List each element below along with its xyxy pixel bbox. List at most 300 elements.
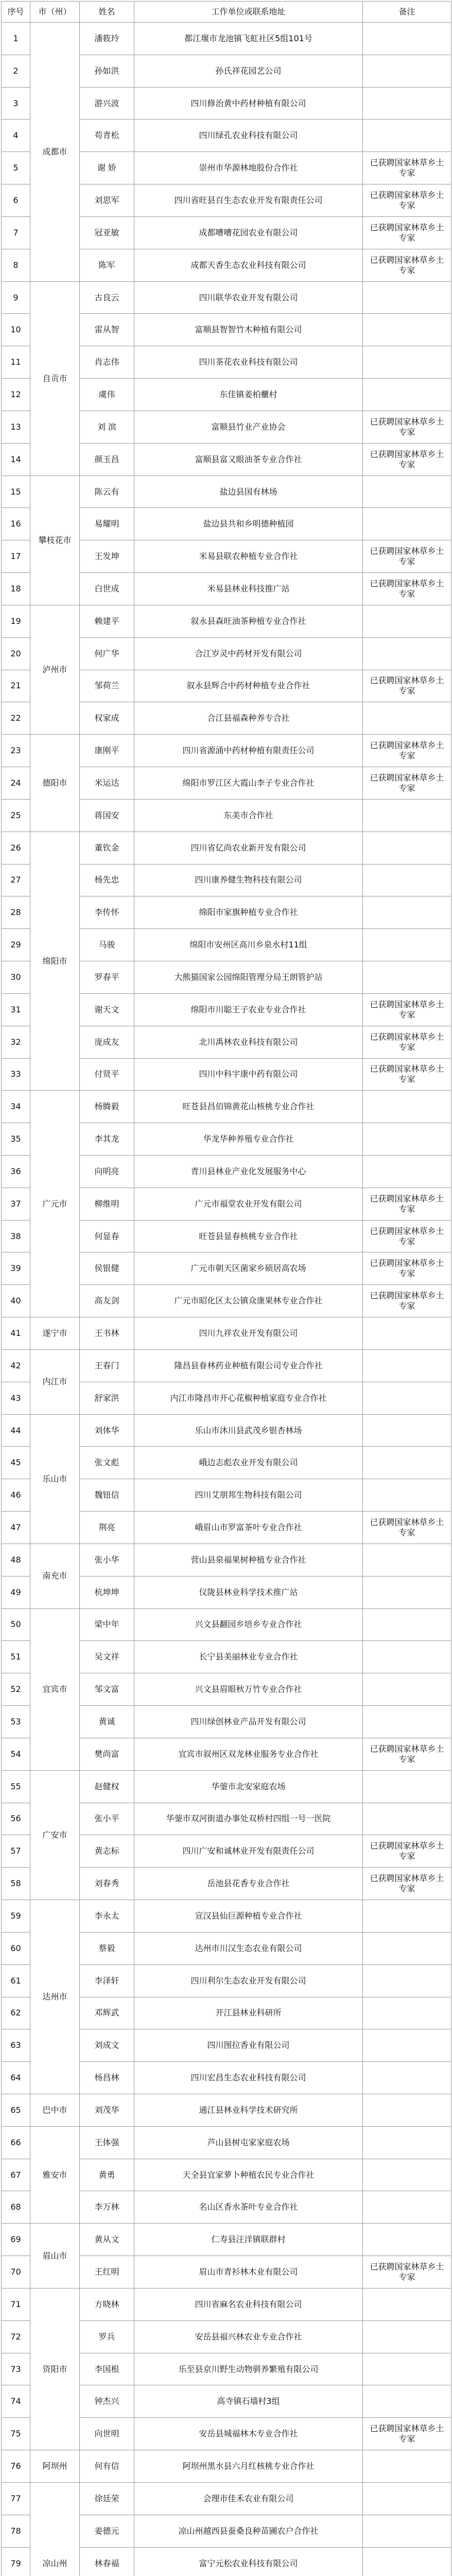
serial-cell: 51 [2, 1641, 30, 1673]
remark-cell [363, 702, 451, 735]
work-unit-cell: 乐山市沐川县武茂乡银杏林场 [134, 1414, 363, 1447]
work-unit-cell: 四川省麻名农业科技有限公司 [134, 2288, 363, 2320]
name-cell: 柳维明 [80, 1188, 134, 1220]
serial-cell: 31 [2, 993, 30, 1026]
name-cell: 徐廷荣 [80, 2482, 134, 2515]
name-cell: 杭坤坤 [80, 1576, 134, 1608]
prefecture-cell: 自贡市 [30, 281, 80, 476]
name-cell: 姜德元 [80, 2515, 134, 2547]
name-cell: 刘思军 [80, 184, 134, 217]
serial-cell: 3 [2, 87, 30, 120]
work-unit-cell: 高寺镇石墙村3组 [134, 2385, 363, 2418]
remark-cell [363, 346, 451, 379]
work-unit-cell: 富顺县富又眼油茶专业合作社 [134, 443, 363, 476]
work-unit-cell: 绵阳市安州区高川乡泉水村11组 [134, 929, 363, 961]
name-cell: 康刚平 [80, 735, 134, 767]
name-cell: 张小华 [80, 1544, 134, 1576]
name-cell: 潘筱玲 [80, 23, 134, 55]
remark-cell [363, 1479, 451, 1512]
remark-cell [363, 1900, 451, 1933]
name-cell: 罗兵 [80, 2320, 134, 2353]
serial-cell: 74 [2, 2385, 30, 2418]
name-cell: 张小平 [80, 1803, 134, 1835]
work-unit-cell: 岳池县花香专业合作社 [134, 1868, 363, 1900]
serial-cell: 60 [2, 1932, 30, 1964]
serial-cell: 24 [2, 767, 30, 800]
name-cell: 李国根 [80, 2353, 134, 2385]
serial-cell: 62 [2, 1997, 30, 2029]
work-unit-cell: 达州市川汉生态农业有限公司 [134, 1932, 363, 1964]
serial-cell: 25 [2, 799, 30, 832]
serial-cell: 58 [2, 1868, 30, 1900]
serial-cell: 42 [2, 1349, 30, 1382]
serial-cell: 39 [2, 1252, 30, 1285]
work-unit-cell: 崇州市华源林地股份合作社 [134, 152, 363, 184]
serial-cell: 67 [2, 2159, 30, 2191]
work-unit-cell: 绵阳市川聪王子农业专业合作社 [134, 993, 363, 1026]
name-cell: 王春门 [80, 1349, 134, 1382]
table-row [2, 2224, 451, 2256]
work-unit-cell: 四川绿创林业产品开发有限公司 [134, 1706, 363, 1738]
serial-cell: 43 [2, 1382, 30, 1414]
name-cell: 游兴波 [80, 87, 134, 120]
work-unit-cell: 四川中科宇康中药有限公司 [134, 1058, 363, 1091]
remark-cell: 已获聘国家林草乡土专家 [363, 2256, 451, 2289]
work-unit-cell: 华蓥市北安家庭农场 [134, 1770, 363, 1803]
remark-cell: 已获聘国家林草乡土专家 [363, 249, 451, 281]
prefecture-cell: 达州市 [30, 1900, 80, 2094]
name-cell: 刘茂华 [80, 2094, 134, 2127]
serial-cell: 17 [2, 540, 30, 573]
serial-cell: 36 [2, 1155, 30, 1188]
table-row [2, 605, 451, 637]
remark-cell [363, 961, 451, 994]
serial-cell: 37 [2, 1188, 30, 1220]
serial-cell: 32 [2, 1026, 30, 1058]
name-cell: 李泽轩 [80, 1964, 134, 1997]
serial-cell: 50 [2, 1608, 30, 1641]
expert-list-table [1, 1, 451, 2576]
remark-cell [363, 1349, 451, 1382]
work-unit-cell: 四川省亿尚农业新开发有限公司 [134, 832, 363, 864]
remark-cell [363, 2126, 451, 2159]
remark-cell [363, 1803, 451, 1835]
remark-cell: 已获聘国家林草乡土专家 [363, 1188, 451, 1220]
serial-cell: 4 [2, 120, 30, 152]
work-unit-cell: 四川康养健生物科技有限公司 [134, 864, 363, 896]
prefecture-cell: 绵阳市 [30, 832, 80, 1091]
remark-cell: 已获聘国家林草乡土专家 [363, 1835, 451, 1868]
work-unit-cell: 四川茶花农业科技有限公司 [134, 346, 363, 379]
header-prefecture: 市（州） [30, 2, 80, 23]
work-unit-cell: 广元市福堂农业开发有限公司 [134, 1188, 363, 1220]
name-cell: 杨先忠 [80, 864, 134, 896]
name-cell: 庞成友 [80, 1026, 134, 1058]
name-cell: 何显春 [80, 1220, 134, 1252]
serial-cell: 78 [2, 2515, 30, 2547]
work-unit-cell: 米易县林业科技推广站 [134, 573, 363, 605]
prefecture-cell: 雅安市 [30, 2126, 80, 2223]
name-cell: 孙如洪 [80, 55, 134, 87]
work-unit-cell: 四川绿孔农业科技有限公司 [134, 120, 363, 152]
work-unit-cell: 盐边县国有林场 [134, 476, 363, 508]
name-cell: 邹文富 [80, 1673, 134, 1706]
name-cell: 董钦金 [80, 832, 134, 864]
table-row [2, 2450, 451, 2483]
serial-cell: 29 [2, 929, 30, 961]
work-unit-cell: 兴文县眉眼秋万竹专业合作社 [134, 1673, 363, 1706]
prefecture-cell: 内江市 [30, 1349, 80, 1414]
remark-cell [363, 2029, 451, 2062]
serial-cell: 55 [2, 1770, 30, 1803]
serial-cell: 22 [2, 702, 30, 735]
header-serial: 序号 [2, 2, 30, 23]
work-unit-cell: 宣汉县仙巨源种植专业合作社 [134, 1900, 363, 1933]
remark-cell [363, 1608, 451, 1641]
name-cell: 权家成 [80, 702, 134, 735]
name-cell: 白世成 [80, 573, 134, 605]
serial-cell: 79 [2, 2547, 30, 2576]
work-unit-cell: 叙永县森旺油茶种植专业合作社 [134, 605, 363, 637]
remark-cell [363, 2385, 451, 2418]
serial-cell: 21 [2, 670, 30, 702]
prefecture-cell: 攀枝花市 [30, 476, 80, 605]
serial-cell: 26 [2, 832, 30, 864]
work-unit-cell: 眉山市青衫林木业有限公司 [134, 2256, 363, 2289]
remark-cell [363, 2191, 451, 2224]
name-cell: 魏钮信 [80, 1479, 134, 1512]
name-cell: 方晓林 [80, 2288, 134, 2320]
name-cell: 易耀明 [80, 508, 134, 540]
remark-cell: 已获聘国家林草乡土专家 [363, 152, 451, 184]
work-unit-cell: 芦山县树屯家家庭农场 [134, 2126, 363, 2159]
work-unit-cell: 仪陇县林业科学技术推广站 [134, 1576, 363, 1608]
work-unit-cell: 四川省旺县百生态农业开发有限责任公司 [134, 184, 363, 217]
serial-cell: 35 [2, 1123, 30, 1156]
table-row [2, 1091, 451, 1123]
work-unit-cell: 阿坝州黑水县六月红核桃专业合作社 [134, 2450, 363, 2483]
work-unit-cell: 大熊猫国家公园绵阳管理分局王朗管护站 [134, 961, 363, 994]
remark-cell [363, 605, 451, 637]
name-cell: 李永太 [80, 1900, 134, 1933]
remark-cell [363, 1123, 451, 1156]
name-cell: 马骏 [80, 929, 134, 961]
table-row [2, 1349, 451, 1382]
prefecture-cell: 巴中市 [30, 2094, 80, 2127]
prefecture-cell: 成都市 [30, 23, 80, 282]
name-cell: 蔡毅 [80, 1932, 134, 1964]
work-unit-cell: 安岳县福兴林农业专业合作社 [134, 2320, 363, 2353]
name-cell: 赖建平 [80, 605, 134, 637]
table-row [2, 1317, 451, 1350]
name-cell: 蒋国安 [80, 799, 134, 832]
remark-cell: 已获聘国家林草乡土专家 [363, 184, 451, 217]
remark-cell [363, 1770, 451, 1803]
serial-cell: 7 [2, 216, 30, 249]
name-cell: 王体强 [80, 2126, 134, 2159]
serial-cell: 6 [2, 184, 30, 217]
serial-cell: 71 [2, 2288, 30, 2320]
prefecture-cell: 资阳市 [30, 2288, 80, 2450]
serial-cell: 41 [2, 1317, 30, 1350]
remark-cell [363, 1155, 451, 1188]
serial-cell: 1 [2, 23, 30, 55]
table-row [2, 2288, 451, 2320]
header-row [2, 2, 451, 23]
name-cell: 黄志标 [80, 1835, 134, 1868]
name-cell: 邓辉武 [80, 1997, 134, 2029]
serial-cell: 19 [2, 605, 30, 637]
work-unit-cell: 盐边县共和乡明德种植园 [134, 508, 363, 540]
serial-cell: 9 [2, 281, 30, 314]
serial-cell: 70 [2, 2256, 30, 2289]
serial-cell: 65 [2, 2094, 30, 2127]
name-cell: 吴文祥 [80, 1641, 134, 1673]
serial-cell: 54 [2, 1738, 30, 1770]
prefecture-cell: 南充市 [30, 1544, 80, 1608]
name-cell: 苟青松 [80, 120, 134, 152]
work-unit-cell: 四川修治黄中药材种植有限公司 [134, 87, 363, 120]
serial-cell: 73 [2, 2353, 30, 2385]
name-cell: 陈云有 [80, 476, 134, 508]
remark-cell [363, 1964, 451, 1997]
name-cell: 邹荷兰 [80, 670, 134, 702]
remark-cell [363, 2288, 451, 2320]
serial-cell: 15 [2, 476, 30, 508]
table-row [2, 1900, 451, 1933]
work-unit-cell: 广元市朝天区菌家乡硕居高农场 [134, 1252, 363, 1285]
prefecture-cell: 德阳市 [30, 735, 80, 832]
header-name: 姓名 [80, 2, 134, 23]
name-cell: 侯银健 [80, 1252, 134, 1285]
table-row [2, 735, 451, 767]
prefecture-cell: 凉山州 [30, 2482, 80, 2576]
remark-cell: 已获聘国家林草乡土专家 [363, 1285, 451, 1317]
work-unit-cell: 东美市合作社 [134, 799, 363, 832]
work-unit-cell: 名山区香水茶叶专业合作社 [134, 2191, 363, 2224]
name-cell: 李其龙 [80, 1123, 134, 1156]
serial-cell: 10 [2, 314, 30, 346]
remark-cell: 已获聘国家林草乡土专家 [363, 411, 451, 443]
remark-cell [363, 23, 451, 55]
name-cell: 刘春秀 [80, 1868, 134, 1900]
remark-cell [363, 2094, 451, 2127]
remark-cell [363, 2515, 451, 2547]
serial-cell: 49 [2, 1576, 30, 1608]
serial-cell: 48 [2, 1544, 30, 1576]
remark-cell [363, 314, 451, 346]
work-unit-cell: 凉山州越西县蚕桑良种苗圃农户合作社 [134, 2515, 363, 2547]
remark-cell: 已获聘国家林草乡土专家 [363, 1252, 451, 1285]
work-unit-cell: 成都嘈嘈花园农业有限公司 [134, 216, 363, 249]
name-cell: 向明亮 [80, 1155, 134, 1188]
serial-cell: 28 [2, 896, 30, 929]
remark-cell [363, 55, 451, 87]
remark-cell [363, 87, 451, 120]
serial-cell: 45 [2, 1447, 30, 1479]
remark-cell: 已获聘国家林草乡土专家 [363, 1220, 451, 1252]
remark-cell: 已获聘国家林草乡土专家 [363, 993, 451, 1026]
remark-cell [363, 2224, 451, 2256]
work-unit-cell: 华龙华种养殖专业合作社 [134, 1123, 363, 1156]
name-cell: 何有信 [80, 2450, 134, 2483]
remark-cell: 已获聘国家林草乡土专家 [363, 1058, 451, 1091]
remark-cell [363, 1576, 451, 1608]
remark-cell [363, 1317, 451, 1350]
serial-cell: 44 [2, 1414, 30, 1447]
name-cell: 杨昌林 [80, 2062, 134, 2094]
remark-cell [363, 1997, 451, 2029]
remark-cell [363, 1544, 451, 1576]
work-unit-cell: 富宁元松农业科技有限公司 [134, 2547, 363, 2576]
name-cell: 陈军 [80, 249, 134, 281]
work-unit-cell: 长宁县美丽林业专业合作社 [134, 1641, 363, 1673]
remark-cell: 已获聘国家林草乡土专家 [363, 767, 451, 800]
table-row [2, 23, 451, 55]
serial-cell: 38 [2, 1220, 30, 1252]
serial-cell: 40 [2, 1285, 30, 1317]
serial-cell: 59 [2, 1900, 30, 1933]
name-cell: 向世明 [80, 2418, 134, 2450]
work-unit-cell: 青川县林业产业化发展服务中心 [134, 1155, 363, 1188]
work-unit-cell: 绵阳市家旗种植专业合作社 [134, 896, 363, 929]
name-cell: 王书林 [80, 1317, 134, 1350]
remark-cell [363, 929, 451, 961]
name-cell: 张文彪 [80, 1447, 134, 1479]
name-cell: 樊尚富 [80, 1738, 134, 1770]
work-unit-cell: 隆昌县眷林药业种植有限公司专业合作社 [134, 1349, 363, 1382]
remark-cell [363, 2159, 451, 2191]
name-cell: 虞伟 [80, 379, 134, 411]
name-cell: 舒家洪 [80, 1382, 134, 1414]
serial-cell: 13 [2, 411, 30, 443]
name-cell: 黄诚 [80, 1706, 134, 1738]
work-unit-cell: 旺苍县显春核桃专业合作社 [134, 1220, 363, 1252]
name-cell: 赵健权 [80, 1770, 134, 1803]
name-cell: 李传怀 [80, 896, 134, 929]
serial-cell: 27 [2, 864, 30, 896]
remark-cell [363, 864, 451, 896]
name-cell: 刘 滨 [80, 411, 134, 443]
work-unit-cell: 四川艾朋邦生物科技有限公司 [134, 1479, 363, 1512]
name-cell: 王发坤 [80, 540, 134, 573]
name-cell: 付贤平 [80, 1058, 134, 1091]
serial-cell: 57 [2, 1835, 30, 1868]
serial-cell: 63 [2, 2029, 30, 2062]
work-unit-cell: 华蓥市双河街道办事处双桥村四组一号一医院 [134, 1803, 363, 1835]
remark-cell [363, 1382, 451, 1414]
work-unit-cell: 乐至县京川野生动物驯养繁殖有限公司 [134, 2353, 363, 2385]
name-cell: 米运达 [80, 767, 134, 800]
work-unit-cell: 内江市隆昌市开心花椒种植家庭专业合作社 [134, 1382, 363, 1414]
name-cell: 李万林 [80, 2191, 134, 2224]
serial-cell: 5 [2, 152, 30, 184]
work-unit-cell: 都江堰市龙池镇飞虹社区5组101号 [134, 23, 363, 55]
table-row [2, 1608, 451, 1641]
serial-cell: 46 [2, 1479, 30, 1512]
serial-cell: 12 [2, 379, 30, 411]
remark-cell [363, 2320, 451, 2353]
remark-cell [363, 508, 451, 540]
serial-cell: 56 [2, 1803, 30, 1835]
name-cell: 刘成文 [80, 2029, 134, 2062]
serial-cell: 77 [2, 2482, 30, 2515]
header-remark: 备注 [363, 2, 451, 23]
work-unit-cell: 四川省源涌中药材种植有限责任公司 [134, 735, 363, 767]
serial-cell: 16 [2, 508, 30, 540]
prefecture-cell: 广安市 [30, 1770, 80, 1900]
prefecture-cell: 广元市 [30, 1091, 80, 1317]
name-cell: 林春福 [80, 2547, 134, 2576]
table-row [2, 1770, 451, 1803]
name-cell: 荆亮 [80, 1512, 134, 1544]
name-cell: 钟杰兴 [80, 2385, 134, 2418]
remark-cell [363, 1932, 451, 1964]
work-unit-cell: 兴文县翻园乡培乡专业合作社 [134, 1608, 363, 1641]
work-unit-cell: 天全县宜家萝卜种植农民专业合作社 [134, 2159, 363, 2191]
remark-cell [363, 896, 451, 929]
remark-cell [363, 476, 451, 508]
work-unit-cell: 四川联华农业开发有限公司 [134, 281, 363, 314]
serial-cell: 20 [2, 637, 30, 670]
work-unit-cell: 东佳镇姜柏櫃村 [134, 379, 363, 411]
name-cell: 杨腾毅 [80, 1091, 134, 1123]
name-cell: 刘体华 [80, 1414, 134, 1447]
name-cell: 王红明 [80, 2256, 134, 2289]
remark-cell: 已获聘国家林草乡土专家 [363, 2418, 451, 2450]
remark-cell [363, 832, 451, 864]
work-unit-cell: 四川广安和诚林业开发有限责任公司 [134, 1835, 363, 1868]
remark-cell [363, 2482, 451, 2515]
name-cell: 梁中年 [80, 1608, 134, 1641]
prefecture-cell: 眉山市 [30, 2224, 80, 2289]
work-unit-cell: 峨边志彪农业开发有限公司 [134, 1447, 363, 1479]
remark-cell [363, 1447, 451, 1479]
remark-cell: 已获聘国家林草乡土专家 [363, 1868, 451, 1900]
name-cell: 冠亚敏 [80, 216, 134, 249]
table-row [2, 2094, 451, 2127]
remark-cell [363, 281, 451, 314]
remark-cell: 已获聘国家林草乡土专家 [363, 1738, 451, 1770]
remark-cell [363, 1091, 451, 1123]
work-unit-cell: 四川宏昌生态农业科技有限公司 [134, 2062, 363, 2094]
name-cell: 谢天文 [80, 993, 134, 1026]
serial-cell: 61 [2, 1964, 30, 1997]
prefecture-cell: 乐山市 [30, 1414, 80, 1544]
remark-cell: 已获聘国家林草乡土专家 [363, 670, 451, 702]
remark-cell: 已获聘国家林草乡土专家 [363, 573, 451, 605]
remark-cell: 已获聘国家林草乡土专家 [363, 443, 451, 476]
name-cell: 罗春平 [80, 961, 134, 994]
remark-cell [363, 1414, 451, 1447]
serial-cell: 66 [2, 2126, 30, 2159]
work-unit-cell: 仁寿县汪洋镇联群村 [134, 2224, 363, 2256]
prefecture-cell: 遂宁市 [30, 1317, 80, 1350]
work-unit-cell: 叙永县辉合中药材种植专业合作社 [134, 670, 363, 702]
serial-cell: 76 [2, 2450, 30, 2483]
serial-cell: 23 [2, 735, 30, 767]
serial-cell: 64 [2, 2062, 30, 2094]
work-unit-cell: 成都天香生态农业科技有限公司 [134, 249, 363, 281]
remark-cell [363, 2062, 451, 2094]
serial-cell: 68 [2, 2191, 30, 2224]
serial-cell: 30 [2, 961, 30, 994]
remark-cell [363, 1673, 451, 1706]
table-row [2, 832, 451, 864]
remark-cell [363, 1706, 451, 1738]
work-unit-cell: 北川禹林农业科技有限公司 [134, 1026, 363, 1058]
name-cell: 高友剑 [80, 1285, 134, 1317]
